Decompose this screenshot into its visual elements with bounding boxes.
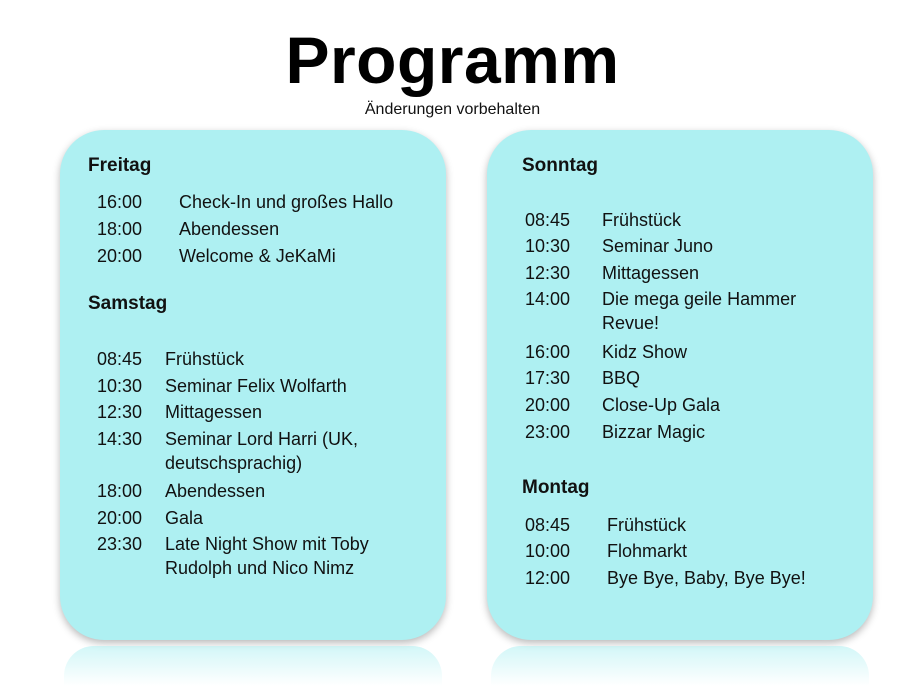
time: 10:30 [525,236,571,256]
event: Check-In und großes Hallo [179,192,394,212]
event: BBQ [602,368,641,388]
time: 12:00 [525,568,571,588]
time: 08:45 [525,515,571,535]
event: Gala [165,508,204,528]
event: Seminar Lord Harri (UK, [165,429,359,449]
event: Frühstück [602,210,682,230]
time: 08:45 [525,210,571,230]
time: 23:30 [97,534,143,554]
time: 20:00 [97,246,143,266]
event-continued: Revue! [602,313,660,333]
event: Late Night Show mit Toby [165,534,369,554]
time: 20:00 [97,508,143,528]
time: 18:00 [97,481,143,501]
day-heading-sonntag: Sonntag [522,155,598,176]
page-subtitle: Änderungen vorbehalten [364,101,541,118]
event: Bye Bye, Baby, Bye Bye! [607,568,806,588]
event: Flohmarkt [607,541,688,561]
event: Mittagessen [602,263,700,283]
time: 10:30 [97,376,143,396]
time: 08:45 [97,349,143,369]
event: Close-Up Gala [602,395,721,415]
card-reflection-right [491,646,869,686]
time: 14:00 [525,289,571,309]
event: Frühstück [165,349,245,369]
time: 18:00 [97,219,143,239]
event: Bizzar Magic [602,422,706,442]
event: Abendessen [179,219,280,239]
event: Frühstück [607,515,687,535]
time: 17:30 [525,368,571,388]
day-heading-freitag: Freitag [88,155,152,176]
time: 10:00 [525,541,571,561]
card-reflection-left [64,646,442,686]
day-heading-montag: Montag [522,477,590,498]
time: 12:30 [525,263,571,283]
event: Die mega geile Hammer [602,289,797,309]
event-continued: Rudolph und Nico Nimz [165,558,355,578]
event: Abendessen [165,481,266,501]
time: 14:30 [97,429,143,449]
time: 23:00 [525,422,571,442]
event: Mittagessen [165,402,263,422]
time: 20:00 [525,395,571,415]
event: Seminar Juno [602,236,714,256]
page-title: Programm [285,23,620,97]
event-continued: deutschsprachig) [165,453,303,473]
event: Seminar Felix Wolfarth [165,376,347,396]
event: Welcome & JeKaMi [179,246,336,266]
event: Kidz Show [602,342,688,362]
time: 12:30 [97,402,143,422]
time: 16:00 [97,192,143,212]
time: 16:00 [525,342,571,362]
day-heading-samstag: Samstag [88,293,168,314]
